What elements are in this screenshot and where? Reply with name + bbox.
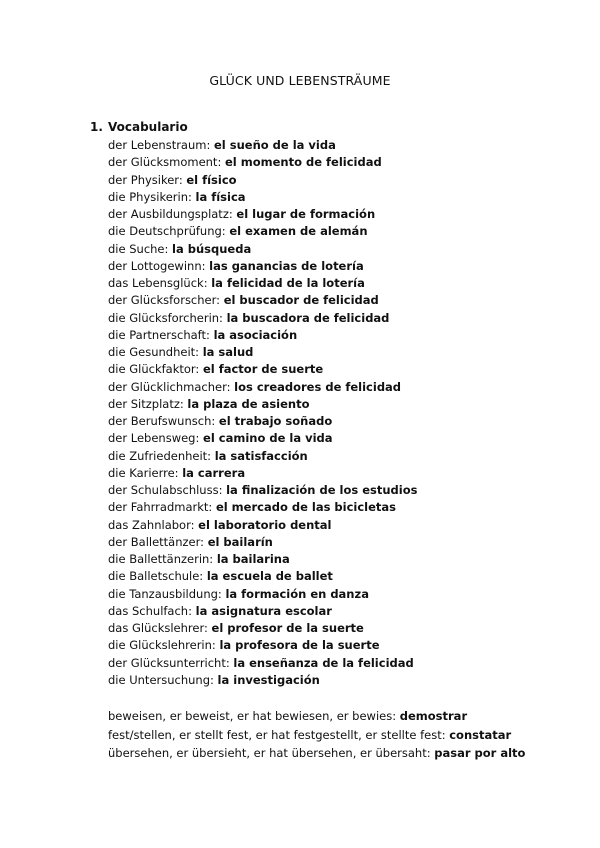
german-term: das Lebensglück: bbox=[108, 276, 208, 290]
german-term: die Karierre: bbox=[108, 465, 179, 480]
vocabulary-item bbox=[108, 241, 417, 258]
vocabulary-item bbox=[108, 154, 417, 171]
spanish-translation: el trabajo soñado bbox=[218, 414, 333, 428]
vocabulary-item bbox=[108, 344, 417, 361]
vocabulary-item bbox=[108, 223, 417, 240]
german-term: der Glücksunterricht: bbox=[108, 655, 230, 670]
german-term: übersehen, er übersieht, er hat übersehen, er übersaht: bbox=[108, 746, 431, 760]
german-term: der Lebensweg: bbox=[108, 431, 200, 446]
spanish-translation: la formación en danza bbox=[225, 586, 369, 601]
vocabulary-item bbox=[108, 655, 417, 672]
german-term: die Physikerin: bbox=[108, 189, 192, 204]
spanish-translation: la buscadora de felicidad bbox=[226, 310, 390, 325]
vocabulary-item bbox=[108, 620, 417, 637]
vocabulary-item bbox=[108, 672, 417, 689]
spanish-translation: el sueño de la vida bbox=[214, 138, 336, 152]
german-term: der Sitzplatz: bbox=[108, 396, 184, 411]
spanish-translation: la física bbox=[195, 189, 246, 204]
vocabulary-item bbox=[108, 534, 417, 551]
german-term: die Glückfaktor: bbox=[108, 362, 200, 377]
vocabulary-item bbox=[108, 430, 417, 447]
spanish-translation: la búsqueda bbox=[172, 241, 252, 256]
spanish-translation: la satisfacción bbox=[214, 448, 308, 463]
vocabulary-item bbox=[108, 172, 417, 189]
spanish-translation: la asociación bbox=[213, 327, 298, 342]
section-heading: Vocabulario bbox=[108, 120, 188, 134]
vocabulary-item bbox=[108, 292, 417, 309]
german-term: die Ballettänzerin: bbox=[108, 552, 214, 566]
vocabulary-item bbox=[108, 568, 417, 585]
german-term: die Zufriedenheit: bbox=[108, 448, 212, 463]
spanish-translation: la plaza de asiento bbox=[187, 396, 310, 411]
german-term: der Glücklichmacher: bbox=[108, 379, 231, 394]
vocabulary-item bbox=[108, 482, 417, 499]
spanish-translation: demostrar bbox=[399, 709, 468, 723]
german-term: die Untersuchung: bbox=[108, 672, 214, 687]
german-term: die Glücksforcherin: bbox=[108, 310, 223, 325]
vocabulary-item bbox=[108, 310, 417, 327]
vocabulary-item bbox=[108, 189, 417, 206]
vocabulary-item bbox=[108, 603, 417, 620]
document-title: GLÜCK UND LEBENSTRÄUME bbox=[209, 73, 391, 88]
vocabulary-item bbox=[108, 586, 417, 603]
spanish-translation: el momento de felicidad bbox=[224, 155, 382, 170]
vocabulary-item bbox=[108, 517, 417, 534]
spanish-translation: el bailarín bbox=[207, 534, 273, 549]
spanish-translation: la carrera bbox=[182, 465, 246, 480]
spanish-translation: la finalización de los estudios bbox=[226, 483, 418, 497]
vocabulary-list bbox=[108, 137, 417, 689]
german-term: fest/stellen, er stellt fest, er hat festgestellt, er stellte fest: bbox=[108, 727, 446, 742]
vocabulary-item bbox=[108, 361, 417, 378]
spanish-translation: el laboratorio dental bbox=[198, 517, 332, 532]
german-term: die Deutschprüfung: bbox=[108, 224, 226, 239]
vocabulary-item bbox=[108, 327, 417, 344]
german-term: der Lebenstraum: bbox=[108, 138, 211, 152]
spanish-translation: el camino de la vida bbox=[203, 431, 333, 446]
vocabulary-item bbox=[108, 137, 417, 154]
spanish-translation: la felicidad de la lotería bbox=[211, 276, 365, 290]
spanish-translation: la profesora de la suerte bbox=[219, 638, 380, 653]
vocabulary-item bbox=[108, 396, 417, 413]
german-term: das Schulfach: bbox=[108, 603, 192, 618]
spanish-translation: el profesor de la suerte bbox=[211, 621, 364, 635]
spanish-translation: el mercado de las bicicletas bbox=[215, 500, 397, 515]
german-term: die Gesundheit: bbox=[108, 345, 200, 359]
vocabulary-item bbox=[108, 413, 417, 430]
vocabulary-item bbox=[108, 499, 417, 516]
section-number: 1. bbox=[90, 120, 103, 134]
verb-list bbox=[108, 707, 525, 763]
spanish-translation: el buscador de felicidad bbox=[223, 293, 379, 308]
german-term: die Suche: bbox=[108, 241, 169, 256]
german-term: die Balletschule: bbox=[108, 569, 204, 584]
vocabulary-item bbox=[108, 551, 417, 568]
spanish-translation: la enseñanza de la felicidad bbox=[233, 655, 414, 670]
spanish-translation: el factor de suerte bbox=[202, 362, 324, 377]
vocabulary-item bbox=[108, 637, 417, 654]
german-term: der Lottogewinn: bbox=[108, 258, 206, 273]
spanish-translation: las ganancias de lotería bbox=[209, 258, 364, 273]
verb-item bbox=[108, 744, 525, 763]
spanish-translation: el lugar de formación bbox=[236, 207, 376, 221]
german-term: der Ausbildungsplatz: bbox=[108, 207, 233, 221]
spanish-translation: la bailarina bbox=[216, 552, 290, 566]
german-term: das Glückslehrer: bbox=[108, 621, 208, 635]
vocabulary-item bbox=[108, 448, 417, 465]
spanish-translation: el físico bbox=[186, 172, 237, 187]
vocabulary-item bbox=[108, 206, 417, 223]
german-term: beweisen, er beweist, er hat bewiesen, er bewies: bbox=[108, 709, 397, 723]
german-term: der Physiker: bbox=[108, 172, 183, 187]
spanish-translation: la asignatura escolar bbox=[195, 603, 332, 618]
german-term: der Schulabschluss: bbox=[108, 483, 223, 497]
spanish-translation: el examen de alemán bbox=[229, 224, 368, 239]
german-term: die Glückslehrerin: bbox=[108, 638, 216, 653]
german-term: der Berufswunsch: bbox=[108, 414, 216, 428]
verb-item bbox=[108, 707, 525, 726]
verb-item bbox=[108, 726, 525, 745]
spanish-translation: la salud bbox=[202, 345, 254, 359]
german-term: der Ballettänzer: bbox=[108, 534, 205, 549]
vocabulary-item bbox=[108, 258, 417, 275]
spanish-translation: la investigación bbox=[217, 672, 320, 687]
german-term: der Fahrradmarkt: bbox=[108, 500, 213, 515]
german-term: die Tanzausbildung: bbox=[108, 586, 222, 601]
german-term: das Zahnlabor: bbox=[108, 517, 195, 532]
spanish-translation: los creadores de felicidad bbox=[234, 379, 402, 394]
vocabulary-item bbox=[108, 465, 417, 482]
german-term: der Glücksmoment: bbox=[108, 155, 222, 170]
vocabulary-item bbox=[108, 379, 417, 396]
vocabulary-item bbox=[108, 275, 417, 292]
german-term: die Partnerschaft: bbox=[108, 327, 210, 342]
spanish-translation: pasar por alto bbox=[434, 746, 526, 760]
spanish-translation: la escuela de ballet bbox=[206, 569, 333, 584]
spanish-translation: constatar bbox=[449, 727, 512, 742]
german-term: der Glücksforscher: bbox=[108, 293, 221, 308]
